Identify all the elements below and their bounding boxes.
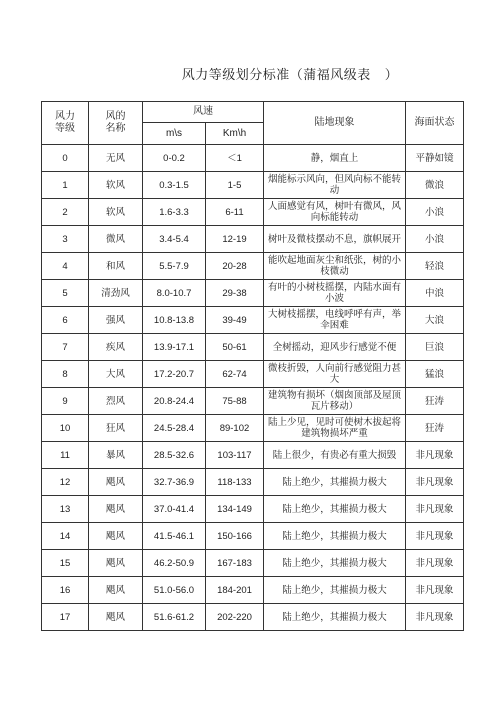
cell-name: 飓风	[89, 550, 143, 577]
cell-sea: 狂涛	[406, 415, 464, 442]
cell-speed-ms: 17.2-20.7	[143, 361, 206, 388]
table-row	[42, 415, 464, 442]
cell-sea: 非凡现象	[406, 577, 464, 604]
cell-name: 飓风	[89, 577, 143, 604]
cell-speed-kmh: 202-220	[206, 604, 264, 631]
cell-level: 17	[42, 604, 89, 631]
cell-sea: 中浪	[406, 280, 464, 307]
cell-speed-ms: 41.5-46.1	[143, 523, 206, 550]
cell-land: 微枝折毁，人向前行感觉阻力甚大	[264, 361, 406, 388]
cell-sea: 轻浪	[406, 253, 464, 280]
cell-level: 9	[42, 388, 89, 415]
header-level: 风力 等级	[42, 102, 89, 145]
cell-speed-kmh: 50-61	[206, 334, 264, 361]
cell-sea: 非凡现象	[406, 523, 464, 550]
cell-level: 15	[42, 550, 89, 577]
cell-sea: 非凡现象	[406, 442, 464, 469]
cell-land: 有叶的小树枝摇摆，内陆水面有小波	[264, 280, 406, 307]
cell-speed-kmh: 12-19	[206, 226, 264, 253]
table-row	[42, 550, 464, 577]
cell-speed-kmh: 184-201	[206, 577, 264, 604]
cell-land: 陆上绝少，其摧损力极大	[264, 577, 406, 604]
cell-level: 4	[42, 253, 89, 280]
cell-sea: 小浪	[406, 199, 464, 226]
cell-level: 5	[42, 280, 89, 307]
cell-name: 疾风	[89, 334, 143, 361]
cell-land: 树叶及微枝摆动不息，旗帜展开	[264, 226, 406, 253]
cell-speed-ms: 3.4-5.4	[143, 226, 206, 253]
table-row	[42, 496, 464, 523]
cell-speed-kmh: 89-102	[206, 415, 264, 442]
cell-speed-ms: 51.0-56.0	[143, 577, 206, 604]
cell-speed-kmh: ＜1	[206, 145, 264, 172]
table-row	[42, 145, 464, 172]
cell-speed-ms: 13.9-17.1	[143, 334, 206, 361]
cell-name: 飓风	[89, 469, 143, 496]
cell-speed-kmh: 134-149	[206, 496, 264, 523]
cell-sea: 巨浪	[406, 334, 464, 361]
table-row	[42, 307, 464, 334]
cell-level: 16	[42, 577, 89, 604]
cell-level: 6	[42, 307, 89, 334]
cell-sea: 非凡现象	[406, 550, 464, 577]
cell-speed-ms: 46.2-50.9	[143, 550, 206, 577]
cell-name: 微风	[89, 226, 143, 253]
cell-speed-ms: 0-0.2	[143, 145, 206, 172]
header-sea: 海面状态	[406, 102, 464, 145]
table-row	[42, 388, 464, 415]
cell-speed-ms: 1.6-3.3	[143, 199, 206, 226]
cell-land: 大树枝摇摆，电线呼呼有声，举伞困难	[264, 307, 406, 334]
cell-sea: 平静如镜	[406, 145, 464, 172]
cell-level: 3	[42, 226, 89, 253]
cell-speed-ms: 20.8-24.4	[143, 388, 206, 415]
table-row	[42, 361, 464, 388]
cell-land: 人面感觉有风，树叶有微风，风向标能转动	[264, 199, 406, 226]
cell-speed-ms: 37.0-41.4	[143, 496, 206, 523]
cell-level: 7	[42, 334, 89, 361]
cell-sea: 狂涛	[406, 388, 464, 415]
cell-name: 飓风	[89, 496, 143, 523]
table-row	[42, 172, 464, 199]
cell-level: 13	[42, 496, 89, 523]
cell-level: 12	[42, 469, 89, 496]
table-body	[42, 145, 464, 631]
table-row	[42, 442, 464, 469]
cell-speed-kmh: 167-183	[206, 550, 264, 577]
table-row	[42, 469, 464, 496]
cell-name: 无风	[89, 145, 143, 172]
header-kmh: Km\h	[206, 123, 264, 145]
cell-level: 14	[42, 523, 89, 550]
header-land: 陆地现象	[264, 102, 406, 145]
cell-land: 全树摇动，迎风步行感觉不便	[264, 334, 406, 361]
cell-speed-kmh: 75-88	[206, 388, 264, 415]
cell-name: 清劲风	[89, 280, 143, 307]
cell-sea: 大浪	[406, 307, 464, 334]
cell-land: 陆上绝少，其摧损力极大	[264, 550, 406, 577]
cell-speed-kmh: 29-38	[206, 280, 264, 307]
table-row	[42, 577, 464, 604]
cell-name: 飓风	[89, 604, 143, 631]
cell-sea: 非凡现象	[406, 496, 464, 523]
cell-land: 建筑物有损坏（烟囱顶部及屋顶瓦片移动）	[264, 388, 406, 415]
cell-speed-ms: 51.6-61.2	[143, 604, 206, 631]
cell-sea: 非凡现象	[406, 469, 464, 496]
cell-land: 陆上少见，见时可使树木拔起将建筑物损坏严重	[264, 415, 406, 442]
cell-name: 和风	[89, 253, 143, 280]
cell-speed-kmh: 150-166	[206, 523, 264, 550]
cell-sea: 非凡现象	[406, 604, 464, 631]
cell-speed-kmh: 103-117	[206, 442, 264, 469]
cell-name: 软风	[89, 172, 143, 199]
cell-land: 烟能标示风向，但风向标不能转动	[264, 172, 406, 199]
header-ms: m\s	[143, 123, 206, 145]
cell-sea: 小浪	[406, 226, 464, 253]
cell-name: 大风	[89, 361, 143, 388]
cell-speed-kmh: 118-133	[206, 469, 264, 496]
cell-speed-kmh: 1-5	[206, 172, 264, 199]
header-name: 风的 名称	[89, 102, 143, 145]
title-close-paren: ）	[384, 68, 399, 83]
cell-speed-ms: 10.8-13.8	[143, 307, 206, 334]
header-speed: 风速	[143, 102, 264, 123]
cell-speed-kmh: 62-74	[206, 361, 264, 388]
cell-sea: 猛浪	[406, 361, 464, 388]
cell-speed-ms: 24.5-28.4	[143, 415, 206, 442]
cell-level: 1	[42, 172, 89, 199]
cell-sea: 微浪	[406, 172, 464, 199]
title-text: 风力等级划分标准（蒲福风级表	[181, 68, 371, 83]
cell-name: 暴风	[89, 442, 143, 469]
table-row	[42, 199, 464, 226]
cell-speed-ms: 32.7-36.9	[143, 469, 206, 496]
cell-name: 强风	[89, 307, 143, 334]
cell-land: 陆上绝少，其摧损力极大	[264, 523, 406, 550]
cell-name: 软风	[89, 199, 143, 226]
table-row	[42, 334, 464, 361]
cell-speed-ms: 5.5-7.9	[143, 253, 206, 280]
cell-speed-kmh: 39-49	[206, 307, 264, 334]
cell-level: 10	[42, 415, 89, 442]
table-row	[42, 226, 464, 253]
cell-name: 烈风	[89, 388, 143, 415]
cell-land: 静，烟直上	[264, 145, 406, 172]
table-row	[42, 253, 464, 280]
cell-name: 飓风	[89, 523, 143, 550]
cell-land: 陆上很少，有贵必有重大损毁	[264, 442, 406, 469]
table-row	[42, 280, 464, 307]
cell-speed-ms: 8.0-10.7	[143, 280, 206, 307]
table-row	[42, 523, 464, 550]
cell-level: 2	[42, 199, 89, 226]
cell-land: 陆上绝少，其摧损力极大	[264, 496, 406, 523]
cell-speed-kmh: 20-28	[206, 253, 264, 280]
cell-level: 8	[42, 361, 89, 388]
cell-level: 11	[42, 442, 89, 469]
table-row	[42, 604, 464, 631]
wind-scale-table	[41, 101, 464, 631]
cell-speed-kmh: 6-11	[206, 199, 264, 226]
cell-land: 陆上绝少，其摧损力极大	[264, 604, 406, 631]
cell-land: 能吹起地面灰尘和纸张，树的小枝微动	[264, 253, 406, 280]
page-title	[0, 64, 500, 83]
cell-speed-ms: 28.5-32.6	[143, 442, 206, 469]
cell-name: 狂风	[89, 415, 143, 442]
cell-level: 0	[42, 145, 89, 172]
cell-speed-ms: 0.3-1.5	[143, 172, 206, 199]
cell-land: 陆上绝少，其摧损力极大	[264, 469, 406, 496]
